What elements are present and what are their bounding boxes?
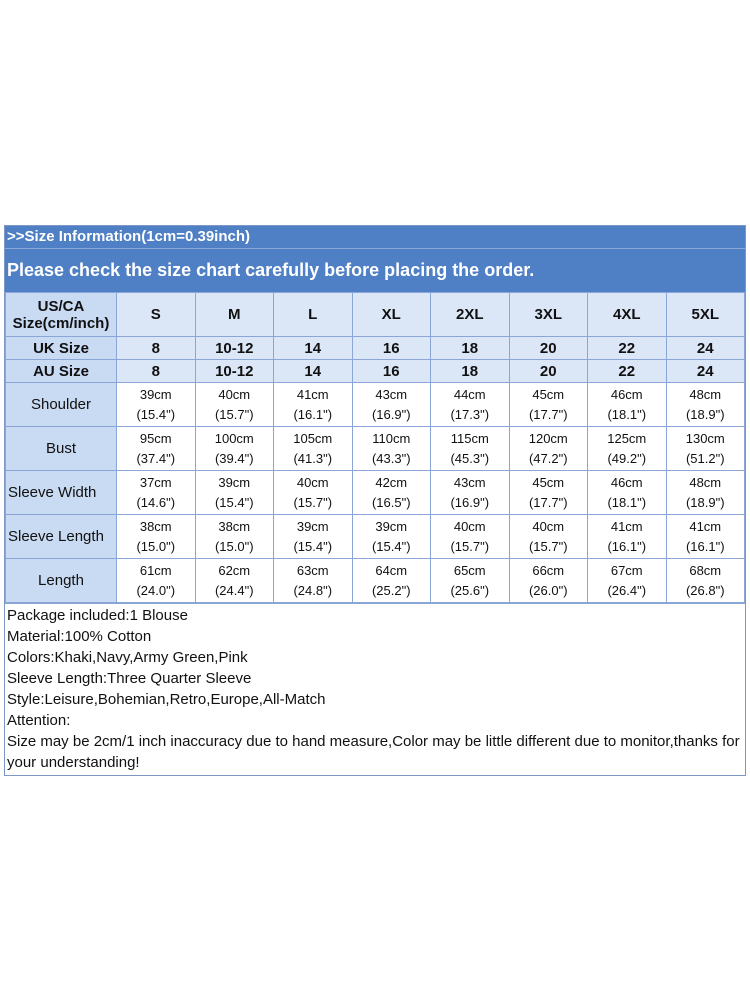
au-size-row bbox=[6, 360, 745, 383]
cm-value: 38cm bbox=[139, 518, 172, 534]
cm-value: 41cm bbox=[689, 518, 722, 534]
measurement-cell bbox=[588, 383, 667, 427]
measurement-label: Bust bbox=[6, 427, 117, 471]
us-size-cell: 5XL bbox=[666, 293, 745, 337]
au-size-cell: 14 bbox=[274, 360, 353, 383]
inch-value: (15.4") bbox=[136, 406, 176, 422]
measurement-cell bbox=[195, 559, 274, 603]
us-size-cell: 2XL bbox=[431, 293, 510, 337]
measurement-cell bbox=[431, 515, 510, 559]
measurement-cell bbox=[352, 559, 431, 603]
measurement-row bbox=[6, 427, 745, 471]
uk-size-cell: 14 bbox=[274, 337, 353, 360]
measurement-cell bbox=[431, 559, 510, 603]
inch-value: (14.6") bbox=[136, 494, 176, 510]
uk-size-label: UK Size bbox=[6, 337, 117, 360]
measurement-cell bbox=[352, 471, 431, 515]
inch-value: (16.5") bbox=[371, 494, 411, 510]
cm-value: 66cm bbox=[532, 562, 565, 578]
measurement-cell bbox=[274, 559, 353, 603]
measurement-cell bbox=[509, 383, 588, 427]
au-size-cell: 20 bbox=[509, 360, 588, 383]
cm-value: 110cm bbox=[372, 430, 411, 446]
us-size-cell: M bbox=[195, 293, 274, 337]
inch-value: (15.7") bbox=[528, 538, 568, 554]
au-size-cell: 10-12 bbox=[195, 360, 274, 383]
cm-value: 67cm bbox=[610, 562, 643, 578]
cm-value: 43cm bbox=[375, 386, 408, 402]
material-note: Material:100% Cotton bbox=[7, 628, 152, 645]
au-size-cell: 24 bbox=[666, 360, 745, 383]
measurement-cell bbox=[195, 515, 274, 559]
inch-value: (16.9") bbox=[371, 406, 411, 422]
measurement-cell bbox=[117, 515, 196, 559]
inch-value: (25.6") bbox=[450, 582, 490, 598]
inch-value: (15.7") bbox=[214, 406, 254, 422]
inch-value: (17.3") bbox=[450, 406, 490, 422]
banner-subtitle: >>Size Information(1cm=0.39inch) bbox=[5, 226, 745, 249]
measurement-cell bbox=[195, 383, 274, 427]
inch-value: (15.7") bbox=[293, 494, 333, 510]
inch-value: (45.3") bbox=[450, 450, 490, 466]
size-chart-sheet bbox=[4, 225, 746, 776]
inch-value: (15.4") bbox=[214, 494, 254, 510]
measurement-cell bbox=[431, 471, 510, 515]
uk-size-cell: 22 bbox=[588, 337, 667, 360]
cm-value: 40cm bbox=[453, 518, 486, 534]
inch-value: (43.3") bbox=[371, 450, 411, 466]
us-size-row bbox=[6, 293, 745, 337]
inch-value: (47.2") bbox=[528, 450, 568, 466]
measurement-label: Sleeve Length bbox=[6, 515, 117, 559]
cm-value: 105cm bbox=[293, 430, 333, 446]
measurement-cell bbox=[117, 427, 196, 471]
cm-value: 46cm bbox=[610, 474, 643, 490]
banner-title: Please check the size chart carefully before placing the order. bbox=[7, 260, 535, 280]
cm-value: 37cm bbox=[139, 474, 172, 490]
cm-value: 40cm bbox=[218, 386, 251, 402]
au-size-cell: 8 bbox=[117, 360, 196, 383]
cm-value: 100cm bbox=[214, 430, 254, 446]
au-size-cell: 16 bbox=[352, 360, 431, 383]
inch-value: (37.4") bbox=[136, 450, 176, 466]
cm-value: 68cm bbox=[689, 562, 722, 578]
inch-value: (25.2") bbox=[371, 582, 411, 598]
measurement-row bbox=[6, 515, 745, 559]
cm-value: 38cm bbox=[218, 518, 251, 534]
inch-value: (49.2") bbox=[607, 450, 647, 466]
measurement-cell bbox=[666, 515, 745, 559]
cm-value: 40cm bbox=[532, 518, 565, 534]
uk-size-cell: 24 bbox=[666, 337, 745, 360]
us-size-cell: 4XL bbox=[588, 293, 667, 337]
us-size-cell: 3XL bbox=[509, 293, 588, 337]
measurement-cell bbox=[352, 515, 431, 559]
uk-size-row bbox=[6, 337, 745, 360]
us-size-cell: L bbox=[274, 293, 353, 337]
uk-size-cell: 16 bbox=[352, 337, 431, 360]
cm-value: 130cm bbox=[685, 430, 725, 446]
measurement-cell bbox=[666, 427, 745, 471]
inch-value: (17.7") bbox=[528, 406, 568, 422]
au-size-cell: 22 bbox=[588, 360, 667, 383]
inch-value: (15.0") bbox=[136, 538, 176, 554]
inch-value: (16.1") bbox=[607, 538, 647, 554]
measurement-cell bbox=[666, 559, 745, 603]
measurement-row bbox=[6, 559, 745, 603]
cm-value: 95cm bbox=[139, 430, 172, 446]
measurement-row bbox=[6, 383, 745, 427]
inch-value: (17.7") bbox=[528, 494, 568, 510]
inch-value: (15.0") bbox=[214, 538, 254, 554]
measurement-label: Sleeve Width bbox=[6, 471, 117, 515]
measurement-cell bbox=[588, 559, 667, 603]
measurement-label: Length bbox=[6, 559, 117, 603]
inch-value: (18.1") bbox=[607, 406, 647, 422]
cm-value: 45cm bbox=[532, 474, 565, 490]
inch-value: (15.4") bbox=[293, 538, 333, 554]
cm-value: 39cm bbox=[218, 474, 251, 490]
cm-value: 46cm bbox=[610, 386, 643, 402]
inch-value: (15.4") bbox=[371, 538, 411, 554]
inch-value: (26.4") bbox=[607, 582, 647, 598]
measurement-cell bbox=[352, 427, 431, 471]
cm-value: 44cm bbox=[453, 386, 486, 402]
inch-value: (18.1") bbox=[607, 494, 647, 510]
cm-value: 42cm bbox=[375, 474, 408, 490]
inch-value: (26.0") bbox=[528, 582, 568, 598]
inch-value: (41.3") bbox=[293, 450, 333, 466]
cm-value: 40cm bbox=[296, 474, 329, 490]
attention-note: Attention: bbox=[7, 712, 71, 729]
us-size-cell: XL bbox=[352, 293, 431, 337]
cm-value: 48cm bbox=[689, 474, 722, 490]
cm-value: 39cm bbox=[139, 386, 172, 402]
cm-value: 41cm bbox=[610, 518, 643, 534]
cm-value: 125cm bbox=[607, 430, 647, 446]
measurement-cell bbox=[509, 559, 588, 603]
measurement-cell bbox=[117, 383, 196, 427]
sleeve-note: Sleeve Length:Three Quarter Sleeve bbox=[7, 670, 252, 687]
measurement-cell bbox=[588, 427, 667, 471]
product-notes bbox=[5, 603, 745, 775]
measurement-cell bbox=[588, 515, 667, 559]
measurement-cell bbox=[117, 471, 196, 515]
inch-value: (16.1") bbox=[293, 406, 333, 422]
uk-size-cell: 10-12 bbox=[195, 337, 274, 360]
cm-value: 120cm bbox=[528, 430, 568, 446]
inch-value: (18.9") bbox=[685, 406, 725, 422]
measurement-cell bbox=[274, 515, 353, 559]
cm-value: 63cm bbox=[296, 562, 329, 578]
cm-value: 39cm bbox=[296, 518, 329, 534]
inch-value: (26.8") bbox=[685, 582, 725, 598]
measurement-cell bbox=[509, 515, 588, 559]
measurement-cell bbox=[117, 559, 196, 603]
inch-value: (16.1") bbox=[685, 538, 725, 554]
inch-value: (24.0") bbox=[136, 582, 176, 598]
measurement-label: Shoulder bbox=[6, 383, 117, 427]
measurement-cell bbox=[195, 427, 274, 471]
measurement-cell bbox=[588, 471, 667, 515]
us-size-cell: S bbox=[117, 293, 196, 337]
inch-value: (51.2") bbox=[685, 450, 725, 466]
inch-value: (15.7") bbox=[450, 538, 490, 554]
measurement-cell bbox=[274, 471, 353, 515]
measurement-cell bbox=[666, 471, 745, 515]
measurement-cell bbox=[195, 471, 274, 515]
cm-value: 41cm bbox=[296, 386, 329, 402]
measurement-cell bbox=[431, 383, 510, 427]
uk-size-cell: 8 bbox=[117, 337, 196, 360]
size-table bbox=[5, 292, 745, 603]
measurement-cell bbox=[431, 427, 510, 471]
measurement-cell bbox=[509, 471, 588, 515]
inch-value: (24.4") bbox=[214, 582, 254, 598]
style-note: Style:Leisure,Bohemian,Retro,Europe,All-Match bbox=[7, 691, 326, 708]
disclaimer-note: Size may be 2cm/1 inch inaccuracy due to hand measure,Color may be little different due to monitor,thanks for your understanding! bbox=[7, 733, 740, 771]
measurement-cell bbox=[274, 427, 353, 471]
cm-value: 115cm bbox=[450, 430, 489, 446]
au-size-cell: 18 bbox=[431, 360, 510, 383]
cm-value: 45cm bbox=[532, 386, 565, 402]
inch-value: (18.9") bbox=[685, 494, 725, 510]
package-note: Package included:1 Blouse bbox=[7, 607, 188, 624]
cm-value: 43cm bbox=[453, 474, 486, 490]
measurement-cell bbox=[509, 427, 588, 471]
cm-value: 65cm bbox=[453, 562, 486, 578]
measurement-cell bbox=[352, 383, 431, 427]
measurement-row bbox=[6, 471, 745, 515]
colors-note: Colors:Khaki,Navy,Army Green,Pink bbox=[7, 649, 248, 666]
inch-value: (24.8") bbox=[293, 582, 333, 598]
uk-size-cell: 20 bbox=[509, 337, 588, 360]
cm-value: 62cm bbox=[218, 562, 251, 578]
measurement-cell bbox=[274, 383, 353, 427]
cm-value: 61cm bbox=[139, 562, 172, 578]
measurement-cell bbox=[666, 383, 745, 427]
inch-value: (16.9") bbox=[450, 494, 490, 510]
au-size-label: AU Size bbox=[6, 360, 117, 383]
uk-size-cell: 18 bbox=[431, 337, 510, 360]
inch-value: (39.4") bbox=[214, 450, 254, 466]
cm-value: 48cm bbox=[689, 386, 722, 402]
us-size-label: US/CA Size(cm/inch) bbox=[6, 293, 117, 337]
cm-value: 39cm bbox=[375, 518, 408, 534]
cm-value: 64cm bbox=[375, 562, 408, 578]
banner bbox=[5, 226, 745, 292]
